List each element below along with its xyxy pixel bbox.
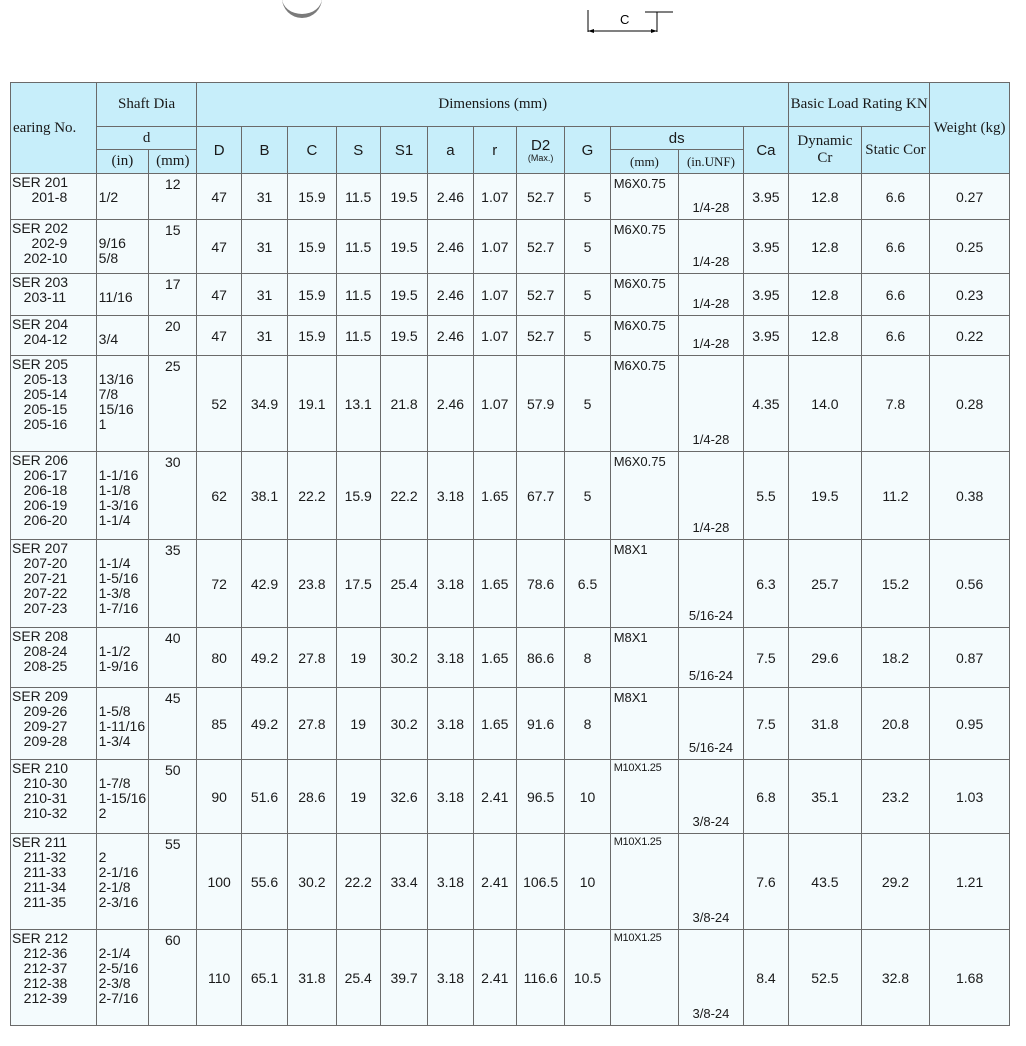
cell-weight: 0.25 (930, 220, 1010, 274)
cell-ds-mm: M8X1 (610, 628, 679, 688)
cell-d2: 78.6 (516, 540, 564, 628)
dimension-c-label: C (620, 12, 630, 27)
cell-s1: 19.5 (380, 220, 427, 274)
cell-c: 27.8 (288, 688, 336, 760)
header-S1: S1 (380, 127, 427, 174)
cell-a: 2.46 (428, 174, 473, 220)
cell-inch: 1/2 (96, 174, 148, 220)
cell-d: 47 (197, 316, 241, 356)
header-dimensions: Dimensions (mm) (197, 83, 789, 127)
cell-c: 15.9 (288, 174, 336, 220)
cell-a: 3.18 (428, 834, 473, 930)
cell-s1: 21.8 (380, 356, 427, 452)
cell-b: 31 (241, 220, 287, 274)
cell-d2: 52.7 (516, 316, 564, 356)
cell-ca: 7.5 (743, 688, 788, 760)
cell-no: SER 201 201-8 (11, 174, 97, 220)
cell-cr: 43.5 (789, 834, 862, 930)
cell-no: SER 206 206-17 206-18 206-19 206-20 (11, 452, 97, 540)
cell-no: SER 211 211-32 211-33 211-34 211-35 (11, 834, 97, 930)
dimension-lines (585, 4, 695, 44)
cell-s: 13.1 (336, 356, 380, 452)
cell-ds-mm: M10X1.25 (610, 930, 679, 1026)
cell-c: 27.8 (288, 628, 336, 688)
cell-cr: 29.6 (789, 628, 862, 688)
cell-r: 1.07 (473, 316, 516, 356)
cell-c: 28.6 (288, 760, 336, 834)
header-G: G (565, 127, 610, 174)
cell-cor: 15.2 (861, 540, 930, 628)
header-D2-label: D2 (531, 137, 551, 154)
cell-weight: 0.38 (930, 452, 1010, 540)
cell-g: 10.5 (565, 930, 610, 1026)
cell-ds-in: 3/8-24 (679, 760, 744, 834)
cell-s1: 19.5 (380, 174, 427, 220)
cell-inch: 1-1/16 1-1/8 1-3/16 1-1/4 (96, 452, 148, 540)
cell-g: 10 (565, 760, 610, 834)
cell-d2: 52.7 (516, 274, 564, 316)
header-C: C (288, 127, 336, 174)
table-row (11, 760, 1010, 834)
cell-s: 17.5 (336, 540, 380, 628)
cell-d2: 57.9 (516, 356, 564, 452)
cell-s: 25.4 (336, 930, 380, 1026)
cell-inch: 1-1/4 1-5/16 1-3/8 1-7/16 (96, 540, 148, 628)
cell-cor: 20.8 (861, 688, 930, 760)
cell-d: 110 (197, 930, 241, 1026)
table-row (11, 174, 1010, 220)
cell-mm: 30 (149, 452, 197, 540)
cell-a: 3.18 (428, 760, 473, 834)
cell-a: 3.18 (428, 930, 473, 1026)
cell-ds-mm: M6X0.75 (610, 356, 679, 452)
cell-ca: 8.4 (743, 930, 788, 1026)
table-row (11, 274, 1010, 316)
bearing-spec-table (10, 82, 1010, 1026)
cell-ca: 7.6 (743, 834, 788, 930)
cell-d2: 106.5 (516, 834, 564, 930)
cell-ds-mm: M10X1.25 (610, 760, 679, 834)
cell-s: 19 (336, 760, 380, 834)
cell-inch: 11/16 (96, 274, 148, 316)
cell-r: 2.41 (473, 834, 516, 930)
cell-no: SER 212 212-36 212-37 212-38 212-39 (11, 930, 97, 1026)
cell-cr: 35.1 (789, 760, 862, 834)
cell-mm: 15 (149, 220, 197, 274)
header-static-cor: Static Cor (861, 127, 930, 174)
cell-d: 47 (197, 174, 241, 220)
cell-mm: 55 (149, 834, 197, 930)
cell-cor: 29.2 (861, 834, 930, 930)
cell-cor: 32.8 (861, 930, 930, 1026)
cell-c: 15.9 (288, 220, 336, 274)
dimension-figure (585, 4, 695, 44)
cell-cr: 12.8 (789, 274, 862, 316)
cell-mm: 25 (149, 356, 197, 452)
cell-d: 47 (197, 220, 241, 274)
cell-cr: 12.8 (789, 316, 862, 356)
cell-mm: 60 (149, 930, 197, 1026)
cell-ds-in: 1/4-28 (679, 452, 744, 540)
cell-no: SER 210 210-30 210-31 210-32 (11, 760, 97, 834)
header-d: d (96, 127, 197, 150)
cell-weight: 1.68 (930, 930, 1010, 1026)
table-row (11, 220, 1010, 274)
cell-ds-mm: M6X0.75 (610, 174, 679, 220)
cell-cr: 19.5 (789, 452, 862, 540)
cell-a: 3.18 (428, 688, 473, 760)
cell-mm: 35 (149, 540, 197, 628)
cell-b: 55.6 (241, 834, 287, 930)
cell-c: 23.8 (288, 540, 336, 628)
cell-s: 22.2 (336, 834, 380, 930)
cell-r: 1.65 (473, 688, 516, 760)
cell-g: 5 (565, 452, 610, 540)
cell-d2: 52.7 (516, 220, 564, 274)
cell-r: 1.07 (473, 220, 516, 274)
cell-d: 85 (197, 688, 241, 760)
cell-cor: 6.6 (861, 274, 930, 316)
cell-ca: 6.3 (743, 540, 788, 628)
header-dynamic-cr: Dynamic Cr (789, 127, 862, 174)
cell-s: 15.9 (336, 452, 380, 540)
cell-ca: 5.5 (743, 452, 788, 540)
cell-weight: 0.56 (930, 540, 1010, 628)
cell-d: 47 (197, 274, 241, 316)
cell-inch: 1-7/8 1-15/16 2 (96, 760, 148, 834)
cell-ds-mm: M6X0.75 (610, 220, 679, 274)
cell-ds-in: 1/4-28 (679, 316, 744, 356)
cell-s: 11.5 (336, 174, 380, 220)
cell-cr: 31.8 (789, 688, 862, 760)
table-row (11, 628, 1010, 688)
cell-ds-in: 5/16-24 (679, 540, 744, 628)
cell-s1: 30.2 (380, 688, 427, 760)
table-row (11, 356, 1010, 452)
table-row (11, 452, 1010, 540)
cell-g: 8 (565, 688, 610, 760)
cell-g: 5 (565, 356, 610, 452)
cell-s: 11.5 (336, 316, 380, 356)
cell-mm: 20 (149, 316, 197, 356)
cell-inch: 2-1/4 2-5/16 2-3/8 2-7/16 (96, 930, 148, 1026)
table-row (11, 834, 1010, 930)
cell-b: 49.2 (241, 628, 287, 688)
cell-ds-in: 1/4-28 (679, 356, 744, 452)
cell-b: 31 (241, 274, 287, 316)
cell-ca: 3.95 (743, 316, 788, 356)
cell-cor: 7.8 (861, 356, 930, 452)
cell-d: 52 (197, 356, 241, 452)
cell-inch: 3/4 (96, 316, 148, 356)
cell-weight: 0.23 (930, 274, 1010, 316)
cell-g: 5 (565, 274, 610, 316)
cell-g: 6.5 (565, 540, 610, 628)
header-D: D (197, 127, 241, 174)
cell-cor: 18.2 (861, 628, 930, 688)
cell-weight: 0.95 (930, 688, 1010, 760)
cell-r: 2.41 (473, 760, 516, 834)
cell-g: 5 (565, 316, 610, 356)
cell-r: 1.07 (473, 174, 516, 220)
cell-cr: 12.8 (789, 174, 862, 220)
cell-r: 1.65 (473, 628, 516, 688)
table-header (11, 83, 1010, 174)
table-row (11, 540, 1010, 628)
cell-s1: 22.2 (380, 452, 427, 540)
cell-cor: 11.2 (861, 452, 930, 540)
cell-d: 90 (197, 760, 241, 834)
cell-a: 2.46 (428, 316, 473, 356)
cell-d2: 86.6 (516, 628, 564, 688)
cell-ca: 4.35 (743, 356, 788, 452)
cell-b: 38.1 (241, 452, 287, 540)
cell-mm: 40 (149, 628, 197, 688)
cell-c: 31.8 (288, 930, 336, 1026)
cell-r: 1.65 (473, 452, 516, 540)
cell-weight: 0.87 (930, 628, 1010, 688)
cell-no: SER 203 203-11 (11, 274, 97, 316)
cell-s: 11.5 (336, 274, 380, 316)
cell-a: 3.18 (428, 628, 473, 688)
cell-a: 3.18 (428, 452, 473, 540)
cell-c: 15.9 (288, 316, 336, 356)
cell-b: 34.9 (241, 356, 287, 452)
header-weight: Weight (kg) (930, 83, 1010, 174)
cell-a: 2.46 (428, 274, 473, 316)
cell-ds-in: 3/8-24 (679, 834, 744, 930)
header-D2-max: (Max.) (527, 153, 554, 163)
cell-cor: 6.6 (861, 316, 930, 356)
cell-s1: 19.5 (380, 316, 427, 356)
cell-mm: 50 (149, 760, 197, 834)
cell-ca: 3.95 (743, 274, 788, 316)
cell-ds-mm: M10X1.25 (610, 834, 679, 930)
cell-no: SER 207 207-20 207-21 207-22 207-23 (11, 540, 97, 628)
cell-weight: 1.21 (930, 834, 1010, 930)
cell-cor: 23.2 (861, 760, 930, 834)
cell-g: 10 (565, 834, 610, 930)
cell-cor: 6.6 (861, 174, 930, 220)
table-row (11, 930, 1010, 1026)
header-Ca: Ca (743, 127, 788, 174)
cell-no: SER 204 204-12 (11, 316, 97, 356)
cell-ca: 3.95 (743, 174, 788, 220)
cell-weight: 0.22 (930, 316, 1010, 356)
header-basic-load-rating: Basic Load Rating KN (789, 83, 930, 127)
header-B: B (241, 127, 287, 174)
cell-weight: 0.27 (930, 174, 1010, 220)
cell-ds-mm: M6X0.75 (610, 316, 679, 356)
cell-inch: 13/16 7/8 15/16 1 (96, 356, 148, 452)
cell-s: 11.5 (336, 220, 380, 274)
cell-b: 65.1 (241, 930, 287, 1026)
table-row (11, 688, 1010, 760)
cell-mm: 12 (149, 174, 197, 220)
cell-r: 2.41 (473, 930, 516, 1026)
header-D2 (516, 127, 564, 174)
cell-d: 80 (197, 628, 241, 688)
cell-g: 5 (565, 174, 610, 220)
cell-ca: 3.95 (743, 220, 788, 274)
cell-d: 62 (197, 452, 241, 540)
header-r: r (473, 127, 516, 174)
cell-a: 2.46 (428, 220, 473, 274)
cell-d2: 96.5 (516, 760, 564, 834)
header-d-in: (in) (96, 150, 148, 174)
cell-d: 72 (197, 540, 241, 628)
table-body (11, 174, 1010, 1026)
cell-g: 5 (565, 220, 610, 274)
header-ds: ds (610, 127, 743, 150)
cell-b: 31 (241, 316, 287, 356)
cell-a: 2.46 (428, 356, 473, 452)
cell-b: 51.6 (241, 760, 287, 834)
cell-c: 22.2 (288, 452, 336, 540)
cell-b: 49.2 (241, 688, 287, 760)
cell-ds-mm: M8X1 (610, 688, 679, 760)
cell-d2: 91.6 (516, 688, 564, 760)
cell-r: 1.65 (473, 540, 516, 628)
cell-s1: 30.2 (380, 628, 427, 688)
cell-no: SER 202 202-9 202-10 (11, 220, 97, 274)
cell-mm: 45 (149, 688, 197, 760)
cell-ds-mm: M6X0.75 (610, 274, 679, 316)
header-ds-mm: (mm) (610, 150, 679, 174)
header-shaft-dia: Shaft Dia (96, 83, 197, 127)
cell-inch: 1-1/2 1-9/16 (96, 628, 148, 688)
cell-s1: 33.4 (380, 834, 427, 930)
cell-g: 8 (565, 628, 610, 688)
cell-cr: 12.8 (789, 220, 862, 274)
cell-b: 42.9 (241, 540, 287, 628)
cell-d2: 116.6 (516, 930, 564, 1026)
cell-ds-in: 1/4-28 (679, 174, 744, 220)
cell-c: 19.1 (288, 356, 336, 452)
cell-s1: 19.5 (380, 274, 427, 316)
cell-s: 19 (336, 628, 380, 688)
cell-mm: 17 (149, 274, 197, 316)
cell-c: 15.9 (288, 274, 336, 316)
cell-d2: 67.7 (516, 452, 564, 540)
header-d-mm: (mm) (149, 150, 197, 174)
cell-ca: 7.5 (743, 628, 788, 688)
cell-s1: 25.4 (380, 540, 427, 628)
header-ds-in: (in.UNF) (679, 150, 744, 174)
cell-cor: 6.6 (861, 220, 930, 274)
cell-cr: 14.0 (789, 356, 862, 452)
cell-ds-in: 3/8-24 (679, 930, 744, 1026)
cell-inch: 9/16 5/8 (96, 220, 148, 274)
cell-cr: 52.5 (789, 930, 862, 1026)
cell-s: 19 (336, 688, 380, 760)
cell-ds-in: 5/16-24 (679, 628, 744, 688)
cell-inch: 2 2-1/16 2-1/8 2-3/16 (96, 834, 148, 930)
cell-ds-mm: M8X1 (610, 540, 679, 628)
header-bearing-no: earing No. (11, 83, 97, 174)
header-a: a (428, 127, 473, 174)
cell-s1: 39.7 (380, 930, 427, 1026)
cell-no: SER 208 208-24 208-25 (11, 628, 97, 688)
cell-no: SER 209 209-26 209-27 209-28 (11, 688, 97, 760)
cell-weight: 0.28 (930, 356, 1010, 452)
cell-d: 100 (197, 834, 241, 930)
cell-ds-mm: M6X0.75 (610, 452, 679, 540)
cell-b: 31 (241, 174, 287, 220)
cell-no: SER 205 205-13 205-14 205-15 205-16 (11, 356, 97, 452)
cell-r: 1.07 (473, 274, 516, 316)
header-S: S (336, 127, 380, 174)
table-row (11, 316, 1010, 356)
cell-ds-in: 5/16-24 (679, 688, 744, 760)
cropped-drawing-arc (282, 0, 322, 18)
cell-d2: 52.7 (516, 174, 564, 220)
cell-c: 30.2 (288, 834, 336, 930)
cell-inch: 1-5/8 1-11/16 1-3/4 (96, 688, 148, 760)
cell-ca: 6.8 (743, 760, 788, 834)
cell-a: 3.18 (428, 540, 473, 628)
cell-weight: 1.03 (930, 760, 1010, 834)
cell-cr: 25.7 (789, 540, 862, 628)
cell-r: 1.07 (473, 356, 516, 452)
cell-ds-in: 1/4-28 (679, 220, 744, 274)
cell-ds-in: 1/4-28 (679, 274, 744, 316)
cell-s1: 32.6 (380, 760, 427, 834)
